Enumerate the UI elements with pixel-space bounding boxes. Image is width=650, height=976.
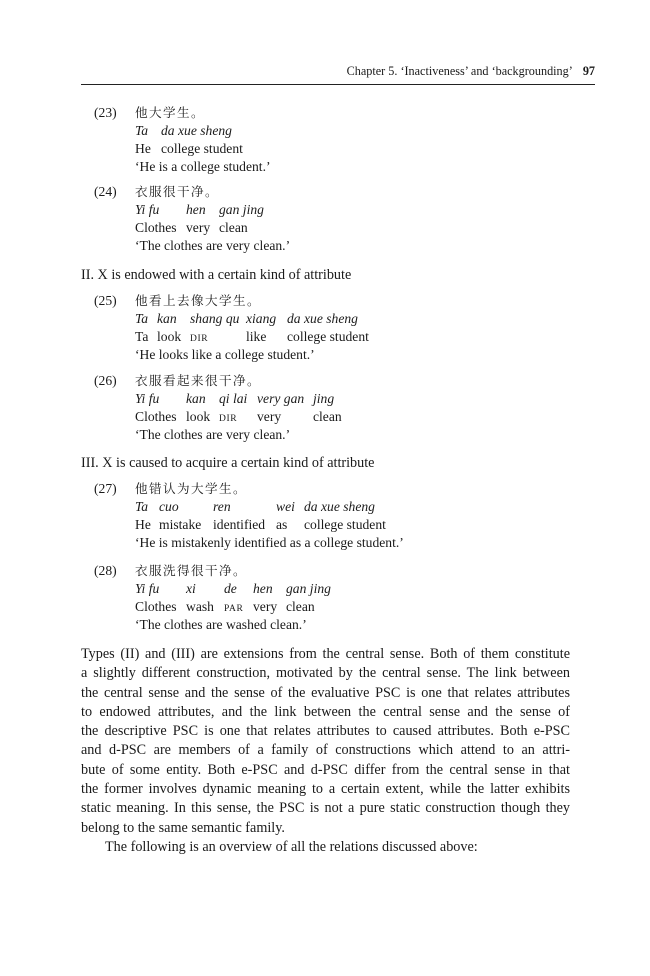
- gloss-word: look: [186, 409, 211, 424]
- gloss-word: look: [157, 329, 182, 344]
- pinyin-line: [135, 122, 271, 140]
- pinyin-word: kan: [186, 391, 206, 406]
- gloss-word: very: [257, 409, 282, 424]
- paragraph-line: a slightly different construction, motivated by the central sense. The link between: [81, 665, 570, 682]
- pinyin-word: cuo: [159, 499, 179, 514]
- gloss-word: He: [135, 517, 151, 532]
- gloss-word: very: [253, 599, 278, 614]
- gloss-line: [135, 328, 369, 346]
- gloss-word: He: [135, 141, 151, 156]
- gloss-word: clean: [219, 220, 248, 235]
- gloss-line: [135, 408, 342, 426]
- paragraph-line: static meaning. In this sense, the PSC is not a pure static construction though they: [81, 800, 570, 817]
- pinyin-word: da xue sheng: [287, 311, 358, 326]
- pinyin-word: Ta: [135, 311, 149, 326]
- translation-line: ‘The clothes are very clean.’: [135, 427, 291, 442]
- gloss-word: Clothes: [135, 599, 177, 614]
- pinyin-word: Yi fu: [135, 391, 160, 406]
- pinyin-word: de: [224, 581, 237, 596]
- paragraph-line: belong to the same semantic family.: [81, 819, 285, 836]
- chinese-sentence: 衣服看起来很干净。: [135, 373, 261, 388]
- gloss-word: clean: [313, 409, 342, 424]
- pinyin-line: [135, 390, 342, 408]
- example-number: (23): [94, 105, 117, 120]
- gloss-word: Ta: [135, 329, 149, 344]
- pinyin-word: jing: [313, 391, 335, 406]
- section-heading-iii: III. X is caused to acquire a certain kind of attribute: [81, 455, 375, 471]
- pinyin-word: xiang: [246, 311, 277, 326]
- gloss-word: clean: [286, 599, 315, 614]
- gloss-word: as: [276, 517, 288, 532]
- paragraph-line: and d-PSC are members of a family of constructions which attend to an attri-: [81, 742, 570, 759]
- running-header: [81, 62, 595, 80]
- example-number: (27): [94, 481, 117, 496]
- pinyin-word: kan: [157, 311, 177, 326]
- pinyin-line: [135, 201, 290, 219]
- pinyin-word: Yi fu: [135, 581, 160, 596]
- paragraph-line: the central sense and the sense of the evaluative PSC is one that relates attributes: [81, 684, 570, 701]
- gloss-word: college student: [287, 329, 369, 344]
- example-number: (24): [94, 184, 117, 199]
- paragraph-line: bute of some entity. Both e-PSC and d-PSC differ from the central sense in that: [81, 761, 570, 778]
- gloss-word: college student: [304, 517, 386, 532]
- translation-line: ‘He is mistakenly identified as a college student.’: [135, 535, 404, 550]
- pinyin-line: [135, 498, 404, 516]
- translation-line: ‘He is a college student.’: [135, 159, 271, 174]
- pinyin-line: [135, 580, 331, 598]
- gloss-word: Clothes: [135, 220, 177, 235]
- gloss-line: [135, 140, 271, 158]
- translation-line: ‘The clothes are washed clean.’: [135, 617, 307, 632]
- pinyin-word: gan jing: [286, 581, 331, 596]
- chinese-sentence: 衣服洗得很干净。: [135, 563, 247, 578]
- gloss-word: DIR: [219, 414, 238, 424]
- pinyin-word: shang qu: [190, 311, 240, 326]
- translation-line: ‘He looks like a college student.’: [135, 347, 315, 362]
- pinyin-word: hen: [186, 202, 206, 217]
- chinese-sentence: 他大学生。: [135, 105, 205, 120]
- paragraph-line: Types (II) and (III) are extensions from the central sense. Both of them constitute: [81, 646, 570, 662]
- example-number: (26): [94, 373, 117, 388]
- pinyin-word: da xue sheng: [161, 123, 232, 138]
- running-title: Chapter 5. ‘Inactiveness’ and ‘backgrounding’: [346, 64, 573, 78]
- chinese-sentence: 他看上去像大学生。: [135, 293, 261, 308]
- chinese-sentence: 他错认为大学生。: [135, 481, 247, 496]
- gloss-word: wash: [186, 599, 214, 614]
- section-heading-ii: II. X is endowed with a certain kind of attribute: [81, 267, 352, 283]
- pinyin-word: xi: [186, 581, 196, 596]
- pinyin-word: Ta: [135, 123, 149, 138]
- header-rule: [81, 84, 595, 85]
- translation-line: ‘The clothes are very clean.’: [135, 238, 291, 253]
- pinyin-word: wei: [276, 499, 295, 514]
- gloss-word: very: [186, 220, 211, 235]
- paragraph-line: to endowed attributes, and the link between the central sense and the sense of: [81, 703, 570, 720]
- pinyin-word: very gan: [257, 391, 305, 406]
- closing-sentence: The following is an overview of all the relations discussed above:: [105, 839, 478, 855]
- gloss-word: PAR: [224, 604, 244, 614]
- paragraph-line: the former involves dynamic meaning to a certain extent, while the latter exhibits: [81, 781, 570, 798]
- gloss-line: [135, 598, 331, 616]
- pinyin-word: Ta: [135, 499, 149, 514]
- pinyin-word: Yi fu: [135, 202, 160, 217]
- body-paragraph: [81, 645, 570, 838]
- gloss-word: Clothes: [135, 409, 177, 424]
- pinyin-line: [135, 310, 369, 328]
- pinyin-word: da xue sheng: [304, 499, 375, 514]
- gloss-word: college student: [161, 141, 243, 156]
- gloss-word: like: [246, 329, 267, 344]
- gloss-word: DIR: [190, 334, 209, 344]
- pinyin-word: hen: [253, 581, 273, 596]
- example-number: (25): [94, 293, 117, 308]
- page-number: 97: [582, 64, 595, 78]
- pinyin-word: gan jing: [219, 202, 264, 217]
- pinyin-word: ren: [213, 499, 231, 514]
- chinese-sentence: 衣服很干净。: [135, 184, 219, 199]
- gloss-word: identified: [213, 517, 266, 532]
- paragraph-line: the descriptive PSC is one that relates attributes to caused attributes. Both e-PSC: [81, 723, 570, 740]
- gloss-line: [135, 219, 290, 237]
- gloss-word: mistake: [159, 517, 202, 532]
- example-number: (28): [94, 563, 117, 578]
- gloss-line: [135, 516, 404, 534]
- pinyin-word: qi lai: [219, 391, 248, 406]
